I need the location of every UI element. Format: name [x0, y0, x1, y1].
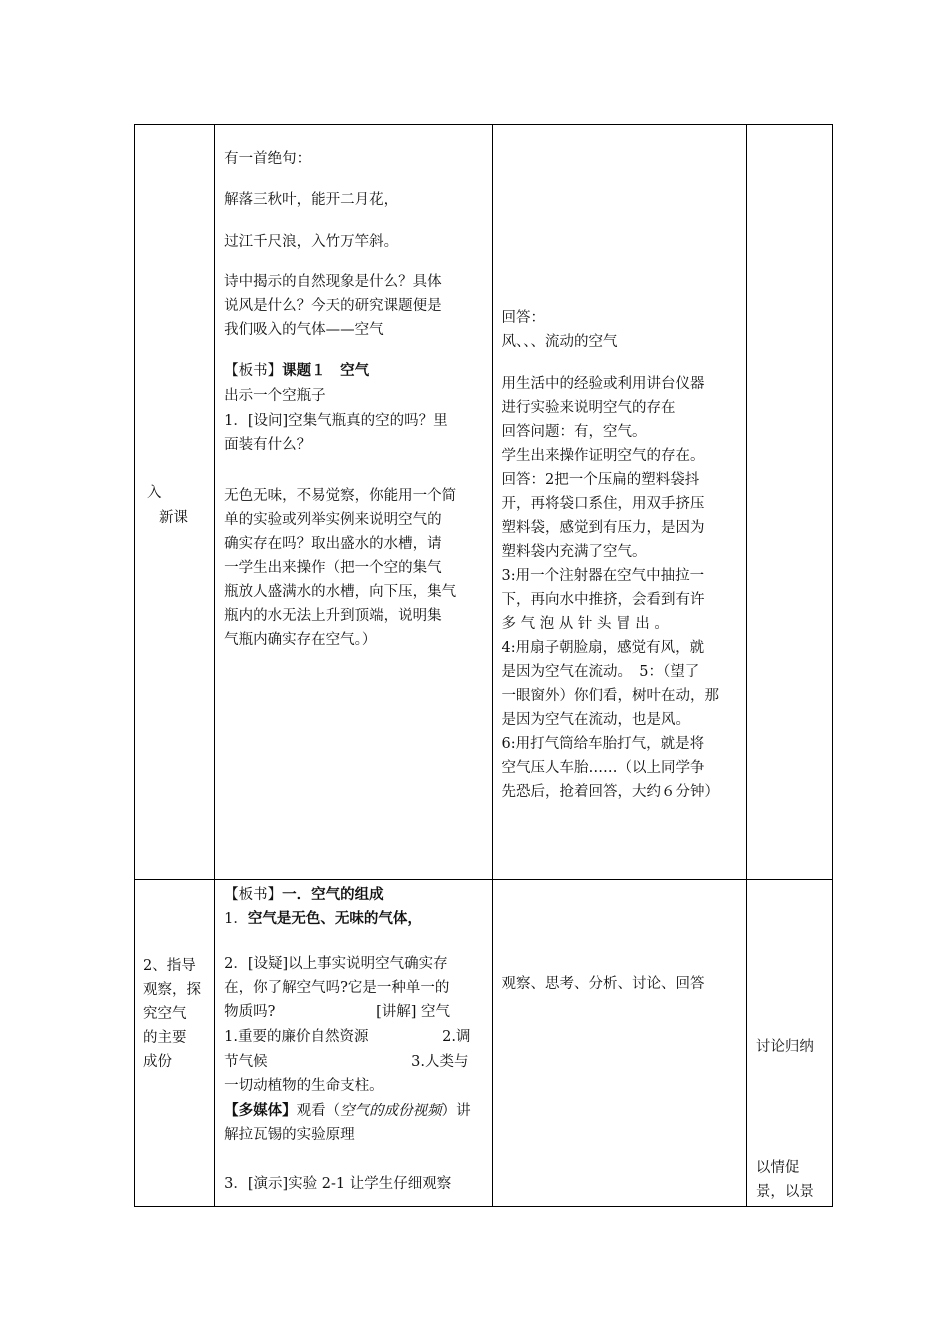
point-number: 1． — [224, 911, 248, 927]
text-line: 下，再向水中推挤，会看到有许 — [501, 592, 705, 608]
poem-line-2: 过江千尺浪，入竹万竿斜。 — [224, 234, 399, 250]
text-line: 面装有什么？ — [224, 437, 312, 453]
text-line: 一学生出来操作（把一个空的集气 — [224, 560, 442, 576]
text-line: 的主要 — [143, 1030, 187, 1046]
board-title: 课题１ 空气 — [282, 362, 370, 379]
media-prefix: 【多媒体】 — [224, 1102, 297, 1119]
text-line: 2．[设疑]以上事实说明空气确实存 — [224, 956, 448, 972]
design-note-line: 景，以景 — [755, 1184, 814, 1200]
point-text: 空气是无色、无味的气体， — [247, 910, 422, 927]
text-line: 空气压人车胎……（以上同学争 — [501, 760, 705, 776]
text-line: 瓶内的水无法上升到顶端，说明集 — [224, 608, 442, 624]
board-note — [224, 359, 369, 383]
text-line: 我们吸入的气体——空气 — [224, 322, 384, 338]
stage-label-line1: 入 — [147, 485, 162, 501]
text-line: 一眼窗外）你们看，树叶在动，那 — [501, 688, 719, 704]
table-row — [135, 125, 833, 880]
resource-item-3-cont: 一切动植物的生命支柱。 — [224, 1078, 384, 1094]
text-line: 解拉瓦锡的实验原理 — [224, 1127, 355, 1143]
stage-cell — [135, 880, 215, 1207]
text-line: 开，再将袋口系住，用双手挤压 — [501, 496, 705, 512]
text-fragment: 观看（ — [296, 1103, 341, 1119]
board-prefix: 【板书】 — [224, 363, 283, 379]
stage-cell — [135, 125, 215, 880]
demo-note: 3．[演示]实验 2-1 让学生仔细观察 — [224, 1176, 452, 1192]
text-line: 风、、、流动的空气 — [501, 334, 618, 350]
text-line: 3:用一个注射器在空气中抽拉一 — [501, 568, 705, 584]
text-line: 确实存在吗？取出盛水的水槽，请 — [224, 536, 442, 552]
poem-intro: 有一首绝句： — [224, 151, 312, 167]
lecture-label: [讲解] 空气 — [376, 1004, 451, 1020]
resource-item-3: 3.人类与 — [411, 1054, 469, 1070]
text-line: 塑料袋内充满了空气。 — [501, 544, 647, 560]
question-1 — [224, 409, 486, 457]
text-line: 回答：2把一个压扁的塑料袋抖 — [501, 472, 700, 488]
design-note-cell — [746, 880, 832, 1207]
text-line: 回答： — [501, 310, 545, 326]
board-note — [224, 883, 384, 907]
text-line: 先恐后，抢着回答，大约６分钟） — [501, 784, 719, 800]
text-line: 在，你了解空气吗?它是一种单一的 — [224, 980, 450, 996]
text-line: 单的实验或列举实例来说明空气的 — [224, 512, 442, 528]
text-line: 究空气 — [143, 1006, 187, 1022]
stage-label — [143, 954, 201, 1074]
student-activity-cell — [492, 125, 746, 880]
lesson-plan-table — [134, 124, 833, 1207]
teacher-activity-cell — [215, 880, 492, 1207]
design-note-line: 以情促 — [755, 1160, 800, 1176]
board-title: 一．空气的组成 — [282, 886, 384, 903]
text-line — [502, 354, 742, 372]
poem-line-1: 解落三秋叶，能开二月花， — [224, 192, 399, 208]
text-line: 说风是什么？今天的研究课题便是 — [224, 298, 442, 314]
text-line: 1．[设问]空集气瓶真的空的吗？里 — [224, 413, 448, 429]
text-line: 6:用打气筒给车胎打气，就是将 — [501, 736, 705, 752]
text-line: 观察，探 — [143, 982, 201, 998]
text-line: 2、指导 — [143, 958, 196, 974]
question-2 — [224, 952, 486, 1000]
text-line: 无色无味，不易觉察，你能用一个简 — [224, 488, 457, 504]
text-line: 气瓶内确实存在空气。） — [224, 632, 377, 648]
text-fragment: ）讲 — [441, 1103, 471, 1119]
resource-item-2-cont: 节气候 — [224, 1054, 268, 1070]
student-activity: 观察、思考、分析、讨论、回答 — [501, 976, 705, 992]
teacher-activity-cell — [215, 125, 492, 880]
text-line: 诗中揭示的自然现象是什么？具体 — [224, 274, 442, 290]
text-line: 瓶放人盛满水的水槽，向下压，集气 — [224, 584, 457, 600]
board-prefix: 【板书】 — [224, 887, 283, 903]
student-answers — [502, 306, 742, 804]
text-line: 是因为空气在流动。 5：（望了 — [501, 664, 700, 680]
experiment-description — [224, 484, 486, 652]
multimedia-note — [224, 1099, 471, 1123]
text-line: 塑料袋，感觉到有压力，是因为 — [501, 520, 705, 536]
table-row — [135, 880, 833, 1207]
design-note-cell — [746, 125, 832, 880]
design-note-line: 讨论归纳 — [755, 1039, 814, 1055]
text-line: 学生出来操作证明空气的存在。 — [501, 448, 705, 464]
text-line: 多 气 泡 从 针 头 冒 出 。 — [501, 616, 669, 632]
text-line: 用生活中的经验或利用讲台仪器 — [501, 376, 705, 392]
video-title: 空气的成份视频 — [340, 1103, 442, 1119]
point-1 — [224, 907, 422, 931]
resource-item-2: 2.调 — [442, 1029, 471, 1045]
text-line: 成份 — [143, 1054, 172, 1070]
text-line: 是因为空气在流动，也是风。 — [501, 712, 690, 728]
text-line: 4:用扇子朝脸扇，感觉有风，就 — [501, 640, 705, 656]
resource-item-1: 1.重要的廉价自然资源 — [224, 1029, 369, 1045]
text-line: 回答问题：有，空气。 — [501, 424, 647, 440]
student-activity-cell — [492, 880, 746, 1207]
stage-label-line2: 新课 — [159, 510, 188, 526]
nature-question — [224, 270, 486, 342]
text-line: 物质吗? — [224, 1004, 276, 1020]
text-line: 进行实验来说明空气的存在 — [501, 400, 676, 416]
show-bottle-text: 出示一个空瓶子 — [224, 388, 326, 404]
